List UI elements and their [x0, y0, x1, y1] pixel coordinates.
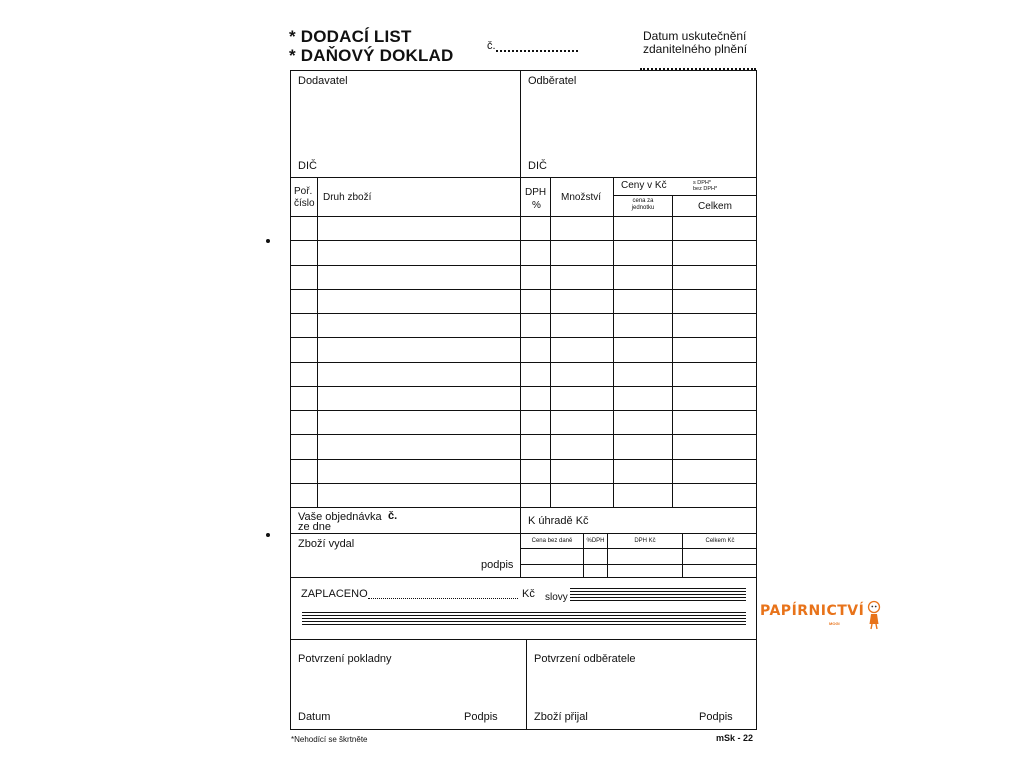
- your-order-label: Vaše objednávka: [298, 511, 382, 523]
- payment-due-label: K úhradě Kč: [528, 515, 589, 527]
- words-line-10: [302, 624, 746, 625]
- payment-row-line: [520, 564, 757, 565]
- payment-col-base: Cena bez daně: [531, 538, 573, 544]
- date-label-line1: Datum uskutečnění: [643, 29, 747, 43]
- payment-col-divider-2: [607, 533, 608, 578]
- date-label-line2: zdanitelného plnění: [643, 42, 748, 56]
- order-date-label: ze dne: [298, 521, 332, 533]
- order-bottom-line: [290, 533, 521, 534]
- words-line-9: [302, 621, 746, 622]
- title-tax-document: * DAŇOVÝ DOKLAD: [289, 46, 454, 65]
- col-divider-no: [317, 177, 318, 507]
- cashier-confirmation-label: Potvrzení pokladny: [298, 653, 392, 665]
- prices-subheader-line: [613, 195, 757, 196]
- supplier-vat-id-label: DIČ: [298, 160, 317, 172]
- bullet-dot: [266, 239, 270, 243]
- col-divider-goods: [520, 177, 521, 507]
- payment-col-vat: DPH Kč: [634, 538, 656, 544]
- col-qty: Množství: [561, 192, 602, 203]
- papirnictvi-logo: PAPÍRNICTVÍ: [760, 603, 865, 619]
- table-row: [290, 289, 757, 290]
- table-row: [290, 410, 757, 411]
- words-line-2: [570, 591, 746, 592]
- col-vat-line2: %: [532, 200, 541, 211]
- payment-col-total: Celkem Kč: [705, 538, 735, 544]
- main-form-frame: [290, 70, 757, 640]
- supplier-label: Dodavatel: [298, 75, 348, 87]
- customer-signature-label: Podpis: [699, 711, 733, 723]
- table-row: [290, 459, 757, 460]
- col-vat-line1: DPH: [525, 187, 547, 198]
- words-line-8: [302, 618, 746, 619]
- paid-currency: Kč: [522, 588, 535, 600]
- mascot-icon: [866, 600, 882, 630]
- payment-due-line: [520, 533, 757, 534]
- payment-col-vat-pct: %DPH: [586, 538, 605, 544]
- words-line-3: [570, 594, 746, 595]
- payment-header-line: [520, 548, 757, 549]
- order-number-label: č.: [388, 510, 398, 522]
- col-goods: Druh zboží: [323, 192, 372, 203]
- parties-bottom-line: [290, 177, 757, 178]
- parties-divider: [520, 70, 521, 178]
- col-no-line1: Poř.: [294, 186, 313, 197]
- footer-note: *Nehodící se škrtněte: [291, 735, 368, 744]
- table-row: [290, 483, 757, 484]
- table-row: [290, 240, 757, 241]
- table-row: [290, 265, 757, 266]
- payment-col-divider-3: [682, 533, 683, 578]
- form-code: mSk - 22: [716, 733, 754, 743]
- cashier-signature-label: Podpis: [464, 711, 498, 723]
- cashier-date-label: Datum: [298, 711, 331, 723]
- table-row: [290, 313, 757, 314]
- payment-col-divider-1: [583, 533, 584, 578]
- words-line-1: [570, 588, 746, 589]
- title-delivery-note: * DODACÍ LIST: [289, 27, 412, 46]
- items-header-bottom-line: [290, 216, 757, 217]
- goods-received-label: Zboží přijal: [534, 711, 588, 723]
- col-prices: Ceny v Kč: [621, 180, 667, 191]
- words-line-4: [570, 597, 746, 598]
- col-divider-qty: [613, 177, 614, 507]
- bullet-dot: [266, 533, 270, 537]
- issued-by-label: Zboží vydal: [298, 538, 355, 550]
- issued-signature-label: podpis: [481, 559, 514, 571]
- words-line-7: [302, 615, 746, 616]
- table-row: [290, 337, 757, 338]
- order-payment-bottom-line: [290, 577, 757, 578]
- customer-vat-id-label: DIČ: [528, 160, 547, 172]
- document-number-field[interactable]: [496, 50, 578, 52]
- items-bottom-line: [290, 507, 757, 508]
- customer-confirmation-label: Potvrzení odběratele: [534, 653, 636, 665]
- col-prices-note-line1: s DPH*: [693, 180, 712, 186]
- col-no-line2: číslo: [294, 198, 315, 209]
- col-prices-note-line2: bez DPH*: [693, 186, 718, 192]
- col-unit-price-line2: jednotku: [631, 205, 655, 211]
- words-line-6: [302, 612, 746, 613]
- papirnictvi-logo-sub: MOGI: [829, 621, 840, 626]
- paid-in-words-label: slovy: [545, 592, 568, 603]
- col-unit-price-line1: cena za: [632, 198, 654, 204]
- col-divider-vat: [550, 177, 551, 507]
- customer-label: Odběratel: [528, 75, 577, 87]
- col-total: Celkem: [698, 201, 732, 212]
- col-divider-unit-price: [672, 195, 673, 507]
- paid-label: ZAPLACENO: [301, 588, 368, 600]
- table-row: [290, 362, 757, 363]
- table-row: [290, 386, 757, 387]
- table-row: [290, 434, 757, 435]
- words-line-5: [570, 600, 746, 601]
- paid-amount-field[interactable]: [368, 598, 518, 599]
- document-number-label: č.: [487, 40, 496, 52]
